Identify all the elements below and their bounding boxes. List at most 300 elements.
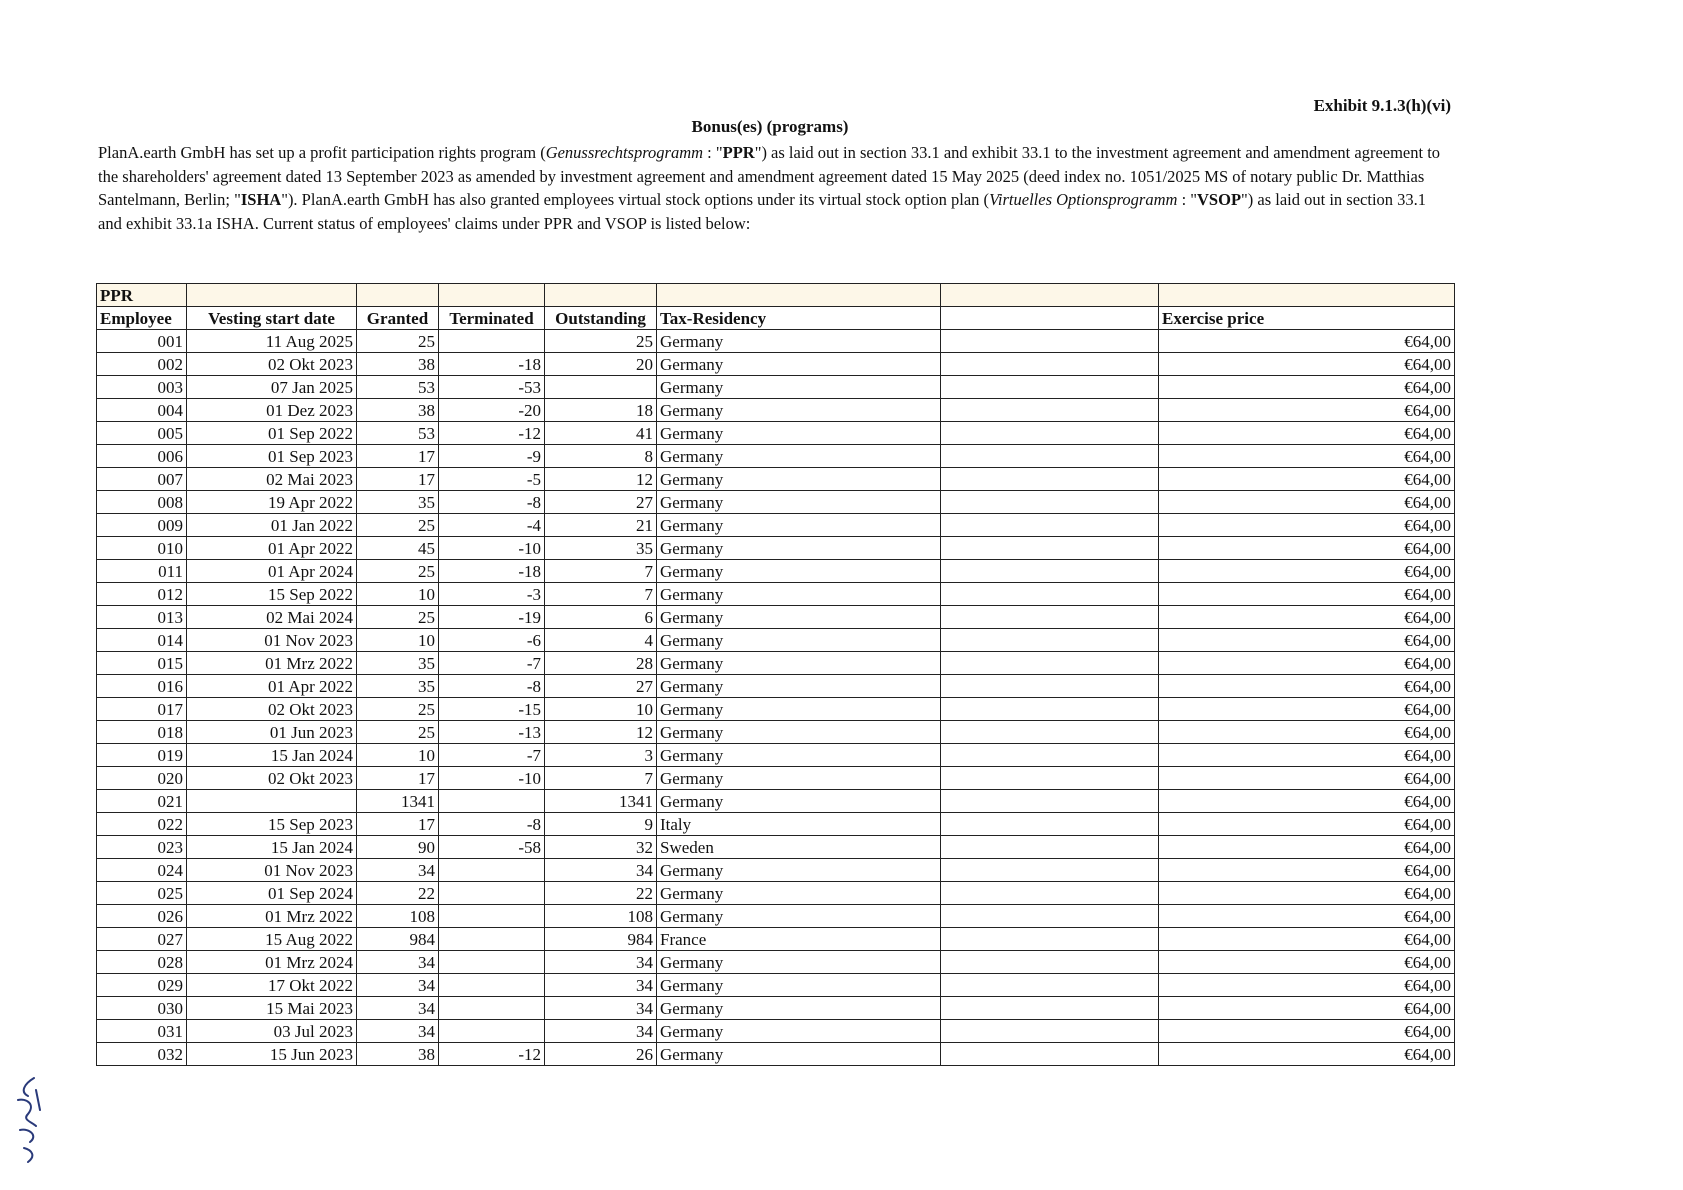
blank-cell	[941, 721, 1159, 744]
terminated-cell: -4	[439, 514, 545, 537]
table-row	[97, 744, 1455, 767]
blank-cell	[941, 698, 1159, 721]
vesting-start-cell: 15 Mai 2023	[187, 997, 357, 1020]
exercise-price-cell: €64,00	[1159, 376, 1455, 399]
employee-id-cell: 012	[97, 583, 187, 606]
employee-id-cell: 030	[97, 997, 187, 1020]
employee-id-cell: 010	[97, 537, 187, 560]
granted-cell: 34	[357, 859, 439, 882]
table-row	[97, 974, 1455, 997]
terminated-cell: -8	[439, 675, 545, 698]
tax-residency-cell: Germany	[657, 698, 941, 721]
col-employee: Employee	[97, 307, 187, 330]
terminated-cell: -18	[439, 560, 545, 583]
intro-text-5: : "	[1177, 190, 1198, 209]
exercise-price-cell: €64,00	[1159, 537, 1455, 560]
terminated-cell	[439, 1020, 545, 1043]
intro-vsop-abbrev: VSOP	[1197, 190, 1242, 209]
employee-id-cell: 018	[97, 721, 187, 744]
outstanding-cell: 18	[545, 399, 657, 422]
terminated-cell: -7	[439, 744, 545, 767]
exercise-price-cell: €64,00	[1159, 560, 1455, 583]
document-title: Bonus(es) (programs)	[691, 117, 849, 136]
intro-vsop-term: Virtuelles Optionsprogramm	[989, 190, 1178, 209]
blank-cell	[941, 997, 1159, 1020]
granted-cell: 17	[357, 767, 439, 790]
table-row	[97, 928, 1455, 951]
blank-cell	[941, 859, 1159, 882]
terminated-cell: -20	[439, 399, 545, 422]
col-terminated: Terminated	[439, 307, 545, 330]
vesting-start-cell: 01 Jun 2023	[187, 721, 357, 744]
tax-residency-cell: Germany	[657, 905, 941, 928]
granted-cell: 25	[357, 330, 439, 353]
vesting-start-cell: 01 Apr 2022	[187, 675, 357, 698]
blank-cell	[941, 974, 1159, 997]
vesting-start-cell: 02 Okt 2023	[187, 767, 357, 790]
vesting-start-cell: 01 Apr 2024	[187, 560, 357, 583]
employee-id-cell: 023	[97, 836, 187, 859]
tax-residency-cell: Germany	[657, 468, 941, 491]
table-row	[97, 951, 1455, 974]
exercise-price-cell: €64,00	[1159, 859, 1455, 882]
employee-id-cell: 013	[97, 606, 187, 629]
tax-residency-cell: Germany	[657, 882, 941, 905]
blank-cell	[941, 468, 1159, 491]
vesting-start-cell: 01 Mrz 2022	[187, 905, 357, 928]
employee-id-cell: 021	[97, 790, 187, 813]
blank-cell	[941, 928, 1159, 951]
granted-cell: 35	[357, 652, 439, 675]
employee-id-cell: 022	[97, 813, 187, 836]
blank-cell	[941, 836, 1159, 859]
employee-id-cell: 017	[97, 698, 187, 721]
table-row	[97, 399, 1455, 422]
intro-genussrecht-term: Genussrechtsprogramm	[545, 143, 704, 162]
blank-cell	[941, 951, 1159, 974]
table-row	[97, 1043, 1455, 1066]
tax-residency-cell: Germany	[657, 399, 941, 422]
employee-id-cell: 007	[97, 468, 187, 491]
vesting-start-cell: 01 Mrz 2022	[187, 652, 357, 675]
blank-cell	[941, 537, 1159, 560]
intro-text-4: "). PlanA.earth GmbH has also granted employees virtual stock options under its virtual stock option plan (	[281, 190, 990, 209]
tax-residency-cell: Sweden	[657, 836, 941, 859]
vesting-start-cell: 15 Sep 2022	[187, 583, 357, 606]
outstanding-cell: 984	[545, 928, 657, 951]
outstanding-cell: 32	[545, 836, 657, 859]
table-body	[97, 330, 1455, 1066]
col-vesting-start: Vesting start date	[187, 307, 357, 330]
table-row	[97, 767, 1455, 790]
exercise-price-cell: €64,00	[1159, 997, 1455, 1020]
tax-residency-cell: Germany	[657, 675, 941, 698]
table-row	[97, 675, 1455, 698]
intro-text-3: ") as laid out in section 33.1 and exhibit 33.1 to the investment agreement and amendment agreement to the shareholders' agreement dated 13 September 2023 as amended by investment agreement and amendment agreement dated 15 May 2025 (deed index no. 1051/2025 MS of notary public Dr. Matthias Santelmann, Berlin; "	[98, 143, 1441, 209]
granted-cell: 35	[357, 675, 439, 698]
terminated-cell: -19	[439, 606, 545, 629]
blank-cell	[941, 330, 1159, 353]
exercise-price-cell: €64,00	[1159, 836, 1455, 859]
employee-id-cell: 015	[97, 652, 187, 675]
tax-residency-cell: Germany	[657, 997, 941, 1020]
blank-cell	[941, 882, 1159, 905]
employee-id-cell: 002	[97, 353, 187, 376]
exercise-price-cell: €64,00	[1159, 353, 1455, 376]
terminated-cell	[439, 330, 545, 353]
exercise-price-cell: €64,00	[1159, 698, 1455, 721]
table-row	[97, 491, 1455, 514]
terminated-cell: -3	[439, 583, 545, 606]
vesting-start-cell: 01 Mrz 2024	[187, 951, 357, 974]
tax-residency-cell: Germany	[657, 560, 941, 583]
table-row	[97, 445, 1455, 468]
table-row	[97, 905, 1455, 928]
exercise-price-cell: €64,00	[1159, 491, 1455, 514]
blank-cell	[941, 744, 1159, 767]
blank-cell	[941, 767, 1159, 790]
granted-cell: 17	[357, 445, 439, 468]
outstanding-cell: 7	[545, 767, 657, 790]
granted-cell: 25	[357, 560, 439, 583]
vesting-start-cell: 01 Nov 2023	[187, 629, 357, 652]
outstanding-cell: 8	[545, 445, 657, 468]
granted-cell: 34	[357, 974, 439, 997]
terminated-cell	[439, 974, 545, 997]
outstanding-cell: 7	[545, 560, 657, 583]
employee-id-cell: 027	[97, 928, 187, 951]
terminated-cell: -12	[439, 422, 545, 445]
terminated-cell	[439, 997, 545, 1020]
blank-cell	[941, 353, 1159, 376]
exercise-price-cell: €64,00	[1159, 813, 1455, 836]
exercise-price-cell: €64,00	[1159, 652, 1455, 675]
table-group-row	[97, 284, 1455, 307]
tax-residency-cell: France	[657, 928, 941, 951]
tax-residency-cell: Germany	[657, 1043, 941, 1066]
exercise-price-cell: €64,00	[1159, 1020, 1455, 1043]
outstanding-cell: 41	[545, 422, 657, 445]
terminated-cell: -15	[439, 698, 545, 721]
vesting-start-cell: 02 Mai 2023	[187, 468, 357, 491]
granted-cell: 17	[357, 468, 439, 491]
employee-id-cell: 014	[97, 629, 187, 652]
table-row	[97, 330, 1455, 353]
table-row	[97, 353, 1455, 376]
tax-residency-cell: Germany	[657, 491, 941, 514]
blank-cell	[941, 514, 1159, 537]
tax-residency-cell: Germany	[657, 606, 941, 629]
exercise-price-cell: €64,00	[1159, 445, 1455, 468]
tax-residency-cell: Germany	[657, 859, 941, 882]
exercise-price-cell: €64,00	[1159, 330, 1455, 353]
exercise-price-cell: €64,00	[1159, 951, 1455, 974]
blank-cell	[941, 629, 1159, 652]
terminated-cell: -53	[439, 376, 545, 399]
vesting-start-cell: 11 Aug 2025	[187, 330, 357, 353]
granted-cell: 108	[357, 905, 439, 928]
outstanding-cell: 26	[545, 1043, 657, 1066]
table-row	[97, 698, 1455, 721]
granted-cell: 45	[357, 537, 439, 560]
granted-cell: 34	[357, 997, 439, 1020]
blank-cell	[941, 813, 1159, 836]
terminated-cell: -58	[439, 836, 545, 859]
exercise-price-cell: €64,00	[1159, 974, 1455, 997]
vesting-start-cell: 01 Dez 2023	[187, 399, 357, 422]
terminated-cell: -10	[439, 537, 545, 560]
col-granted: Granted	[357, 307, 439, 330]
exercise-price-cell: €64,00	[1159, 744, 1455, 767]
blank-cell	[941, 675, 1159, 698]
tax-residency-cell: Germany	[657, 790, 941, 813]
tax-residency-cell: Italy	[657, 813, 941, 836]
tax-residency-cell: Germany	[657, 629, 941, 652]
outstanding-cell: 4	[545, 629, 657, 652]
employee-id-cell: 006	[97, 445, 187, 468]
granted-cell: 25	[357, 606, 439, 629]
vesting-start-cell: 02 Mai 2024	[187, 606, 357, 629]
employee-id-cell: 020	[97, 767, 187, 790]
terminated-cell	[439, 859, 545, 882]
group-label: PPR	[97, 284, 187, 307]
intro-text-6: ") as laid out in section 33.1 and exhibit 33.1a ISHA. Current status of employees' claims under PPR and VSOP is listed below:	[98, 190, 1427, 233]
terminated-cell: -12	[439, 1043, 545, 1066]
employee-id-cell: 025	[97, 882, 187, 905]
outstanding-cell: 34	[545, 997, 657, 1020]
exercise-price-cell: €64,00	[1159, 928, 1455, 951]
employee-id-cell: 001	[97, 330, 187, 353]
col-blank	[941, 307, 1159, 330]
granted-cell: 38	[357, 353, 439, 376]
tax-residency-cell: Germany	[657, 537, 941, 560]
vesting-start-cell: 17 Okt 2022	[187, 974, 357, 997]
vesting-start-cell: 01 Sep 2024	[187, 882, 357, 905]
terminated-cell: -5	[439, 468, 545, 491]
outstanding-cell: 12	[545, 468, 657, 491]
tax-residency-cell: Germany	[657, 376, 941, 399]
vesting-start-cell: 15 Aug 2022	[187, 928, 357, 951]
granted-cell: 38	[357, 399, 439, 422]
exercise-price-cell: €64,00	[1159, 721, 1455, 744]
tax-residency-cell: Germany	[657, 353, 941, 376]
granted-cell: 10	[357, 583, 439, 606]
blank-cell	[941, 1043, 1159, 1066]
table-row	[97, 652, 1455, 675]
terminated-cell: -6	[439, 629, 545, 652]
table-row	[97, 422, 1455, 445]
terminated-cell	[439, 951, 545, 974]
outstanding-cell: 9	[545, 813, 657, 836]
vesting-start-cell: 15 Jan 2024	[187, 744, 357, 767]
granted-cell: 25	[357, 698, 439, 721]
table-row	[97, 376, 1455, 399]
table-row	[97, 790, 1455, 813]
granted-cell: 25	[357, 721, 439, 744]
exercise-price-cell: €64,00	[1159, 767, 1455, 790]
vesting-start-cell: 01 Sep 2022	[187, 422, 357, 445]
terminated-cell: -13	[439, 721, 545, 744]
exercise-price-cell: €64,00	[1159, 399, 1455, 422]
col-exercise-price: Exercise price	[1159, 307, 1455, 330]
employee-id-cell: 005	[97, 422, 187, 445]
exercise-price-cell: €64,00	[1159, 905, 1455, 928]
employee-id-cell: 008	[97, 491, 187, 514]
terminated-cell	[439, 905, 545, 928]
granted-cell: 10	[357, 629, 439, 652]
employee-id-cell: 026	[97, 905, 187, 928]
blank-cell	[941, 1020, 1159, 1043]
handwritten-initials	[6, 1070, 52, 1170]
outstanding-cell: 3	[545, 744, 657, 767]
outstanding-cell: 27	[545, 491, 657, 514]
exercise-price-cell: €64,00	[1159, 583, 1455, 606]
tax-residency-cell: Germany	[657, 744, 941, 767]
granted-cell: 90	[357, 836, 439, 859]
table-row	[97, 583, 1455, 606]
employee-id-cell: 019	[97, 744, 187, 767]
tax-residency-cell: Germany	[657, 974, 941, 997]
tax-residency-cell: Germany	[657, 583, 941, 606]
intro-isha-abbrev: ISHA	[240, 190, 282, 209]
employee-id-cell: 028	[97, 951, 187, 974]
exercise-price-cell: €64,00	[1159, 468, 1455, 491]
vesting-start-cell: 02 Okt 2023	[187, 353, 357, 376]
outstanding-cell: 22	[545, 882, 657, 905]
blank-cell	[941, 583, 1159, 606]
outstanding-cell: 6	[545, 606, 657, 629]
table-row	[97, 721, 1455, 744]
employee-id-cell: 009	[97, 514, 187, 537]
granted-cell: 10	[357, 744, 439, 767]
granted-cell: 35	[357, 491, 439, 514]
granted-cell: 34	[357, 951, 439, 974]
vesting-start-cell: 01 Jan 2022	[187, 514, 357, 537]
tax-residency-cell: Germany	[657, 330, 941, 353]
blank-cell	[941, 491, 1159, 514]
tax-residency-cell: Germany	[657, 514, 941, 537]
intro-paragraph	[98, 141, 1448, 235]
vesting-start-cell: 07 Jan 2025	[187, 376, 357, 399]
granted-cell: 53	[357, 422, 439, 445]
table-row	[97, 514, 1455, 537]
vesting-start-cell: 01 Nov 2023	[187, 859, 357, 882]
blank-cell	[941, 422, 1159, 445]
intro-text-2: : "	[703, 143, 723, 162]
col-outstanding: Outstanding	[545, 307, 657, 330]
table-row	[97, 629, 1455, 652]
blank-cell	[941, 905, 1159, 928]
employee-id-cell: 029	[97, 974, 187, 997]
table-row	[97, 859, 1455, 882]
col-tax-residency: Tax-Residency	[657, 307, 941, 330]
granted-cell: 38	[357, 1043, 439, 1066]
outstanding-cell: 10	[545, 698, 657, 721]
tax-residency-cell: Germany	[657, 652, 941, 675]
outstanding-cell: 21	[545, 514, 657, 537]
intro-text-1: PlanA.earth GmbH has set up a profit participation rights program (	[98, 143, 546, 162]
blank-cell	[941, 399, 1159, 422]
exercise-price-cell: €64,00	[1159, 422, 1455, 445]
outstanding-cell: 28	[545, 652, 657, 675]
granted-cell: 22	[357, 882, 439, 905]
employee-id-cell: 004	[97, 399, 187, 422]
exercise-price-cell: €64,00	[1159, 606, 1455, 629]
table-row	[97, 606, 1455, 629]
granted-cell: 17	[357, 813, 439, 836]
blank-cell	[941, 376, 1159, 399]
exercise-price-cell: €64,00	[1159, 514, 1455, 537]
granted-cell: 25	[357, 514, 439, 537]
granted-cell: 34	[357, 1020, 439, 1043]
outstanding-cell	[545, 376, 657, 399]
exercise-price-cell: €64,00	[1159, 629, 1455, 652]
table-row	[97, 813, 1455, 836]
vesting-start-cell: 03 Jul 2023	[187, 1020, 357, 1043]
table-row	[97, 882, 1455, 905]
blank-cell	[941, 445, 1159, 468]
outstanding-cell: 12	[545, 721, 657, 744]
tax-residency-cell: Germany	[657, 721, 941, 744]
outstanding-cell: 7	[545, 583, 657, 606]
terminated-cell	[439, 928, 545, 951]
vesting-start-cell: 15 Sep 2023	[187, 813, 357, 836]
intro-ppr-abbrev: PPR	[722, 143, 755, 162]
outstanding-cell: 34	[545, 1020, 657, 1043]
table-row	[97, 537, 1455, 560]
employee-id-cell: 011	[97, 560, 187, 583]
blank-cell	[941, 790, 1159, 813]
terminated-cell: -8	[439, 813, 545, 836]
vesting-start-cell: 19 Apr 2022	[187, 491, 357, 514]
vesting-start-cell: 15 Jun 2023	[187, 1043, 357, 1066]
employee-id-cell: 024	[97, 859, 187, 882]
vesting-start-cell: 01 Apr 2022	[187, 537, 357, 560]
terminated-cell: -10	[439, 767, 545, 790]
terminated-cell	[439, 882, 545, 905]
terminated-cell: -8	[439, 491, 545, 514]
ppr-table	[96, 283, 1455, 1066]
table-row	[97, 1020, 1455, 1043]
table-row	[97, 997, 1455, 1020]
employee-id-cell: 016	[97, 675, 187, 698]
table-row	[97, 468, 1455, 491]
vesting-start-cell: 01 Sep 2023	[187, 445, 357, 468]
granted-cell: 53	[357, 376, 439, 399]
exercise-price-cell: €64,00	[1159, 675, 1455, 698]
tax-residency-cell: Germany	[657, 1020, 941, 1043]
table-row	[97, 836, 1455, 859]
outstanding-cell: 34	[545, 951, 657, 974]
employee-id-cell: 031	[97, 1020, 187, 1043]
terminated-cell: -7	[439, 652, 545, 675]
vesting-start-cell	[187, 790, 357, 813]
exercise-price-cell: €64,00	[1159, 882, 1455, 905]
employee-id-cell: 003	[97, 376, 187, 399]
outstanding-cell: 35	[545, 537, 657, 560]
exhibit-number: Exhibit 9.1.3(h)(vi)	[1313, 96, 1451, 115]
outstanding-cell: 20	[545, 353, 657, 376]
blank-cell	[941, 606, 1159, 629]
terminated-cell	[439, 790, 545, 813]
outstanding-cell: 27	[545, 675, 657, 698]
tax-residency-cell: Germany	[657, 422, 941, 445]
exercise-price-cell: €64,00	[1159, 790, 1455, 813]
granted-cell: 984	[357, 928, 439, 951]
outstanding-cell: 1341	[545, 790, 657, 813]
vesting-start-cell: 15 Jan 2024	[187, 836, 357, 859]
outstanding-cell: 25	[545, 330, 657, 353]
